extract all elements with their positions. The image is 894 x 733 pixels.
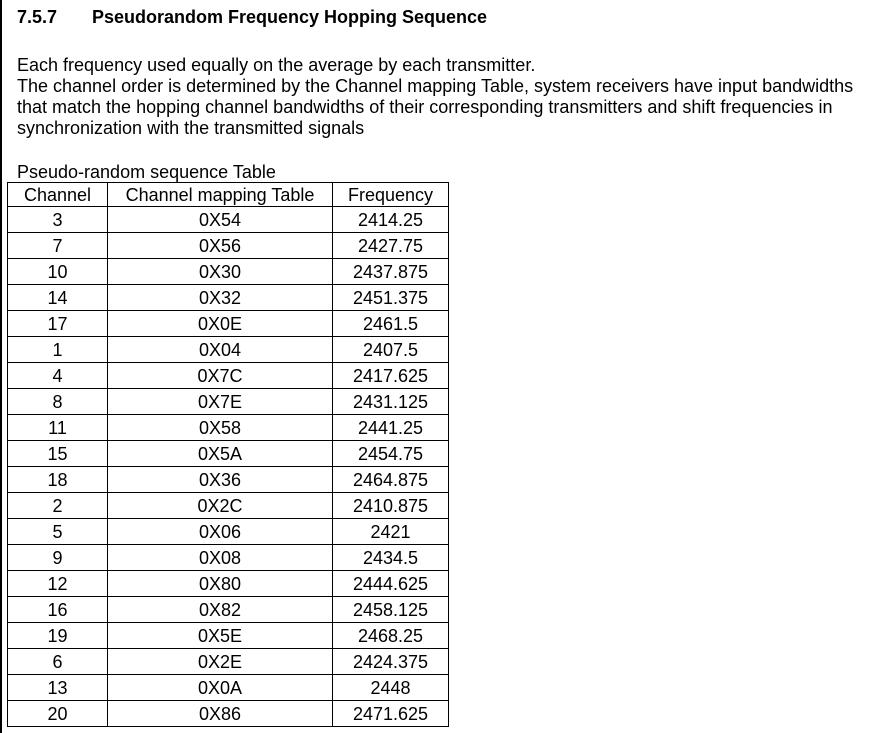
table-row: [8, 623, 449, 649]
table-caption: Pseudo-random sequence Table: [17, 162, 276, 182]
table-row: [8, 571, 449, 597]
cell-channel-mapping: 0X2E: [108, 649, 333, 675]
cell-channel-mapping: 0X5E: [108, 623, 333, 649]
table-row: [8, 467, 449, 493]
cell-frequency: 2427.75: [333, 233, 449, 259]
cell-channel-mapping: 0X7C: [108, 363, 333, 389]
table-row: [8, 415, 449, 441]
table-row: [8, 701, 449, 727]
cell-channel-mapping: 0X86: [108, 701, 333, 727]
header-channel-mapping: Channel mapping Table: [108, 183, 333, 207]
table-row: [8, 493, 449, 519]
cell-frequency: 2468.25: [333, 623, 449, 649]
cell-channel: 10: [8, 259, 108, 285]
cell-frequency: 2451.375: [333, 285, 449, 311]
cell-channel: 14: [8, 285, 108, 311]
cell-channel-mapping: 0X36: [108, 467, 333, 493]
cell-channel: 7: [8, 233, 108, 259]
cell-channel: 2: [8, 493, 108, 519]
cell-channel: 20: [8, 701, 108, 727]
table-body: [8, 207, 449, 727]
table-row: [8, 675, 449, 701]
cell-channel-mapping: 0X2C: [108, 493, 333, 519]
cell-channel-mapping: 0X06: [108, 519, 333, 545]
cell-frequency: 2464.875: [333, 467, 449, 493]
section-heading: [17, 7, 487, 28]
body-paragraph: [17, 55, 887, 139]
section-title: Pseudorandom Frequency Hopping Sequence: [92, 7, 488, 27]
cell-channel: 11: [8, 415, 108, 441]
cell-channel-mapping: 0X5A: [108, 441, 333, 467]
cell-frequency: 2461.5: [333, 311, 449, 337]
frequency-hopping-table: [7, 182, 449, 727]
cell-channel: 5: [8, 519, 108, 545]
table-row: [8, 363, 449, 389]
cell-channel-mapping: 0X0E: [108, 311, 333, 337]
cell-channel-mapping: 0X56: [108, 233, 333, 259]
cell-frequency: 2454.75: [333, 441, 449, 467]
cell-frequency: 2471.625: [333, 701, 449, 727]
cell-channel: 3: [8, 207, 108, 233]
cell-frequency: 2434.5: [333, 545, 449, 571]
cell-channel: 19: [8, 623, 108, 649]
cell-channel-mapping: 0X54: [108, 207, 333, 233]
cell-channel: 8: [8, 389, 108, 415]
cell-channel-mapping: 0X30: [108, 259, 333, 285]
cell-channel-mapping: 0X80: [108, 571, 333, 597]
table-row: [8, 441, 449, 467]
cell-channel-mapping: 0X0A: [108, 675, 333, 701]
cell-channel: 15: [8, 441, 108, 467]
page-left-border: [0, 0, 2, 733]
cell-channel-mapping: 0X32: [108, 285, 333, 311]
table-row: [8, 311, 449, 337]
table-row: [8, 649, 449, 675]
cell-channel: 16: [8, 597, 108, 623]
cell-channel-mapping: 0X7E: [108, 389, 333, 415]
cell-channel: 17: [8, 311, 108, 337]
cell-channel-mapping: 0X58: [108, 415, 333, 441]
cell-channel-mapping: 0X82: [108, 597, 333, 623]
cell-frequency: 2421: [333, 519, 449, 545]
cell-frequency: 2441.25: [333, 415, 449, 441]
section-number: 7.5.7: [17, 7, 58, 27]
table-row: [8, 259, 449, 285]
table-row: [8, 597, 449, 623]
table-row: [8, 519, 449, 545]
cell-frequency: 2431.125: [333, 389, 449, 415]
cell-channel: 1: [8, 337, 108, 363]
cell-channel-mapping: 0X08: [108, 545, 333, 571]
cell-channel: 13: [8, 675, 108, 701]
cell-channel: 12: [8, 571, 108, 597]
table-header-row: [8, 183, 449, 207]
cell-channel-mapping: 0X04: [108, 337, 333, 363]
paragraph-line-1: Each frequency used equally on the average by each transmitter.: [17, 55, 536, 75]
header-channel: Channel: [8, 183, 108, 207]
table-row: [8, 337, 449, 363]
cell-frequency: 2424.375: [333, 649, 449, 675]
cell-frequency: 2458.125: [333, 597, 449, 623]
cell-channel: 4: [8, 363, 108, 389]
cell-channel: 6: [8, 649, 108, 675]
cell-frequency: 2437.875: [333, 259, 449, 285]
cell-channel: 18: [8, 467, 108, 493]
paragraph-line-2: The channel order is determined by the Channel mapping Table, system receivers have input bandwidths that match the hopping channel bandwidths of their corresponding transmitters and shift frequencies in synchronization with the transmitted signals: [17, 76, 854, 138]
table-row: [8, 285, 449, 311]
table-row: [8, 545, 449, 571]
table-row: [8, 233, 449, 259]
cell-frequency: 2414.25: [333, 207, 449, 233]
table-row: [8, 207, 449, 233]
cell-frequency: 2448: [333, 675, 449, 701]
cell-frequency: 2410.875: [333, 493, 449, 519]
table-row: [8, 389, 449, 415]
cell-channel: 9: [8, 545, 108, 571]
cell-frequency: 2444.625: [333, 571, 449, 597]
cell-frequency: 2407.5: [333, 337, 449, 363]
cell-frequency: 2417.625: [333, 363, 449, 389]
header-frequency: Frequency: [333, 183, 449, 207]
